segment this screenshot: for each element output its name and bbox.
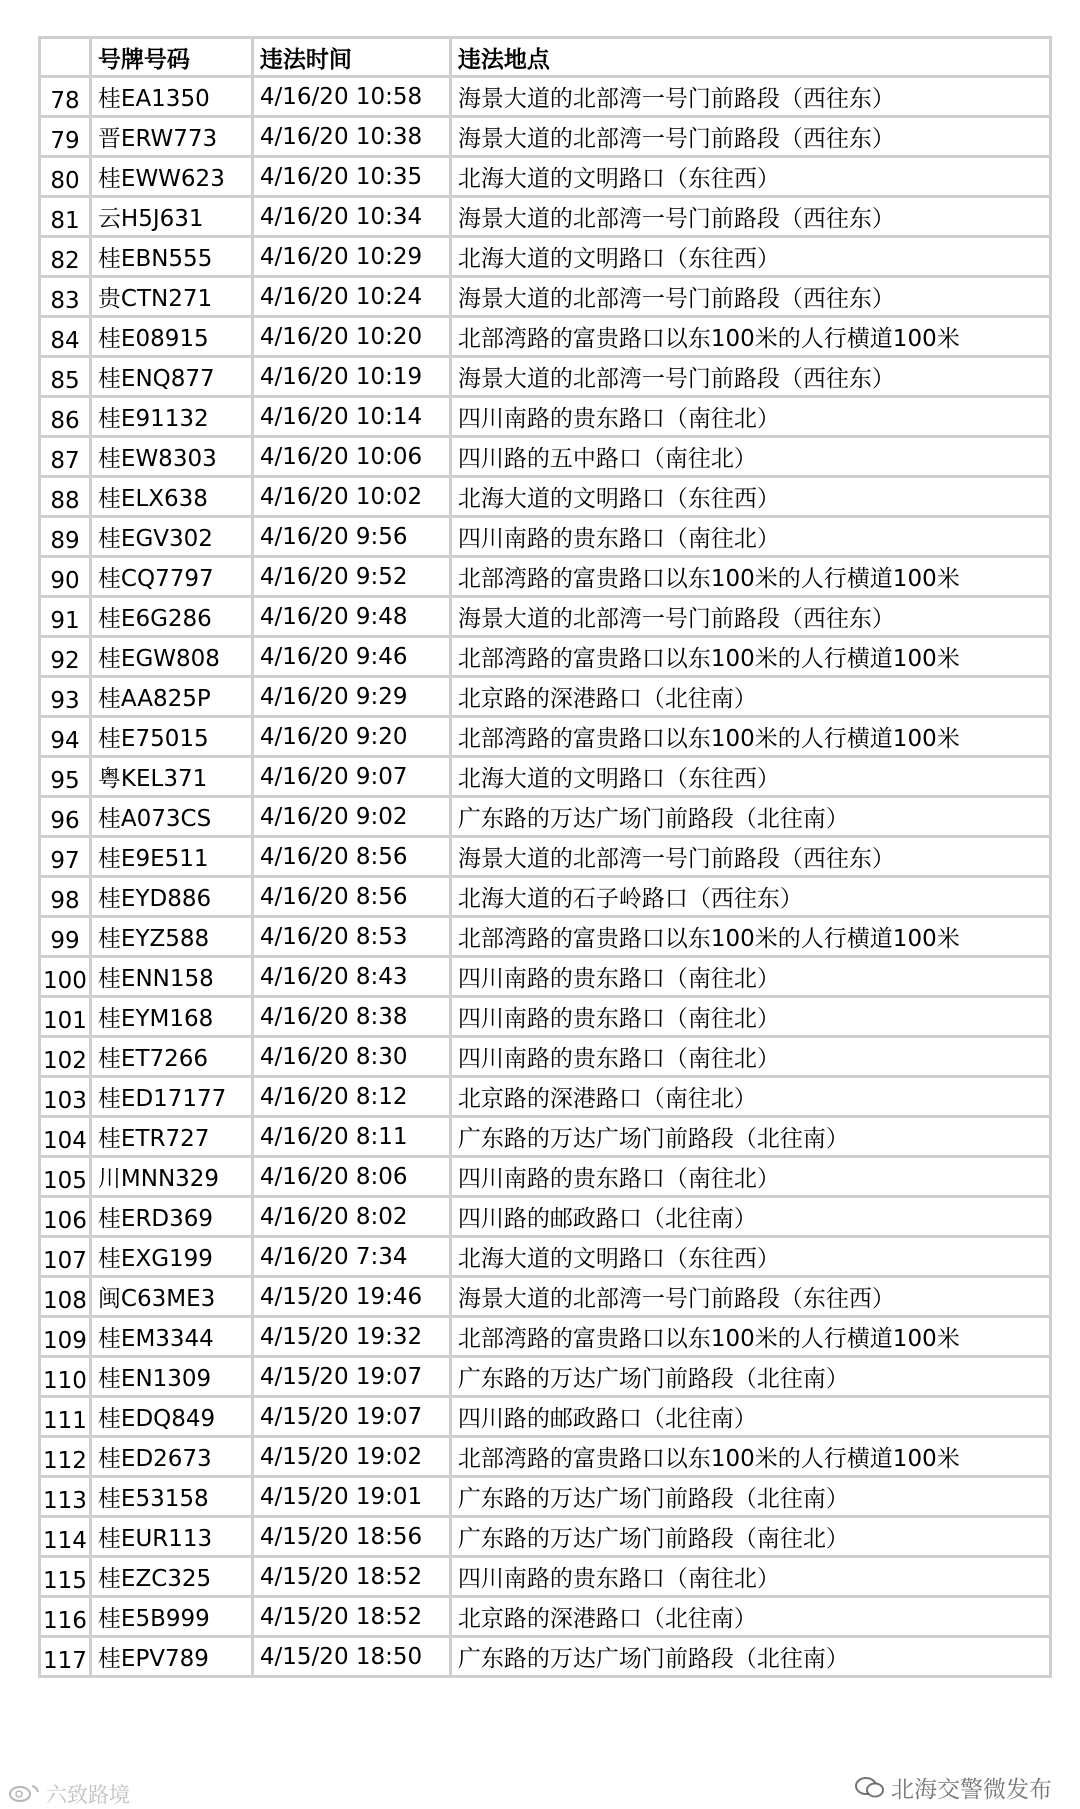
plate-number-cell: 桂CQ7797: [90, 557, 252, 597]
row-index-cell: 110: [40, 1357, 91, 1397]
table-row: [40, 917, 1051, 957]
table-row: [40, 1477, 1051, 1517]
row-index-cell: 115: [40, 1557, 91, 1597]
violation-location-cell: 海景大道的北部湾一号门前路段（西往东）: [450, 117, 1050, 157]
violation-time-cell: 4/16/20 8:53: [252, 917, 450, 957]
plate-number-cell: 桂EGV302: [90, 517, 252, 557]
violation-time-cell: 4/15/20 19:07: [252, 1397, 450, 1437]
violation-location-cell: 北部湾路的富贵路口以东100米的人行横道100米: [450, 557, 1050, 597]
row-index-cell: 107: [40, 1237, 91, 1277]
violation-location-cell: 北海大道的文明路口（东往西）: [450, 477, 1050, 517]
row-index-cell: 109: [40, 1317, 91, 1357]
plate-number-cell: 桂EDQ849: [90, 1397, 252, 1437]
plate-number-cell: 云H5J631: [90, 197, 252, 237]
row-index-cell: 85: [40, 357, 91, 397]
plate-number-cell: 桂ELX638: [90, 477, 252, 517]
weibo-icon: [8, 1782, 42, 1807]
violation-location-cell: 北海大道的石子岭路口（西往东）: [450, 877, 1050, 917]
table-row: [40, 317, 1051, 357]
violation-location-cell: 四川路的五中路口（南往北）: [450, 437, 1050, 477]
row-index-cell: 92: [40, 637, 91, 677]
plate-number-cell: 桂E53158: [90, 1477, 252, 1517]
table-row: [40, 1157, 1051, 1197]
violation-time-cell: 4/16/20 8:56: [252, 877, 450, 917]
plate-number-cell: 晋ERW773: [90, 117, 252, 157]
violation-time-cell: 4/15/20 19:02: [252, 1437, 450, 1477]
plate-number-cell: 桂ERD369: [90, 1197, 252, 1237]
table-body: [40, 77, 1051, 1677]
plate-number-cell: 桂EYZ588: [90, 917, 252, 957]
violation-table-container: [38, 36, 1052, 1678]
row-index-cell: 106: [40, 1197, 91, 1237]
plate-number-cell: 桂EM3344: [90, 1317, 252, 1357]
violation-location-cell: 四川路的邮政路口（北往南）: [450, 1197, 1050, 1237]
plate-number-cell: 桂EWW623: [90, 157, 252, 197]
violation-time-cell: 4/16/20 10:24: [252, 277, 450, 317]
violation-time-cell: 4/16/20 9:48: [252, 597, 450, 637]
row-index-cell: 95: [40, 757, 91, 797]
header-plate-number: 号牌号码: [90, 38, 252, 77]
plate-number-cell: 闽C63ME3: [90, 1277, 252, 1317]
violation-time-cell: 4/16/20 10:14: [252, 397, 450, 437]
violation-location-cell: 四川南路的贵东路口（南往北）: [450, 517, 1050, 557]
row-index-cell: 99: [40, 917, 91, 957]
plate-number-cell: 桂EGW808: [90, 637, 252, 677]
violation-time-cell: 4/16/20 10:35: [252, 157, 450, 197]
row-index-cell: 91: [40, 597, 91, 637]
violation-time-cell: 4/16/20 9:46: [252, 637, 450, 677]
plate-number-cell: 桂ENN158: [90, 957, 252, 997]
plate-number-cell: 桂EYM168: [90, 997, 252, 1037]
row-index-cell: 114: [40, 1517, 91, 1557]
row-index-cell: 78: [40, 77, 91, 117]
watermark-right-text: 北海交警微发布: [891, 1777, 1052, 1803]
violation-location-cell: 北部湾路的富贵路口以东100米的人行横道100米: [450, 917, 1050, 957]
violation-location-cell: 广东路的万达广场门前路段（南往北）: [450, 1517, 1050, 1557]
table-row: [40, 117, 1051, 157]
plate-number-cell: 桂E08915: [90, 317, 252, 357]
violation-time-cell: 4/16/20 8:56: [252, 837, 450, 877]
violation-location-cell: 海景大道的北部湾一号门前路段（西往东）: [450, 357, 1050, 397]
row-index-cell: 84: [40, 317, 91, 357]
row-index-cell: 89: [40, 517, 91, 557]
table-row: [40, 717, 1051, 757]
table-row: [40, 1117, 1051, 1157]
violation-time-cell: 4/15/20 19:46: [252, 1277, 450, 1317]
row-index-cell: 79: [40, 117, 91, 157]
violation-time-cell: 4/15/20 19:01: [252, 1477, 450, 1517]
violation-location-cell: 北部湾路的富贵路口以东100米的人行横道100米: [450, 717, 1050, 757]
plate-number-cell: 桂EW8303: [90, 437, 252, 477]
table-row: [40, 877, 1051, 917]
plate-number-cell: 粤KEL371: [90, 757, 252, 797]
plate-number-cell: 桂EBN555: [90, 237, 252, 277]
table-row: [40, 1237, 1051, 1277]
violation-location-cell: 北海大道的文明路口（东往西）: [450, 157, 1050, 197]
violation-location-cell: 广东路的万达广场门前路段（北往南）: [450, 1357, 1050, 1397]
violation-time-cell: 4/16/20 9:29: [252, 677, 450, 717]
violation-location-cell: 四川南路的贵东路口（南往北）: [450, 1037, 1050, 1077]
violation-time-cell: 4/16/20 8:30: [252, 1037, 450, 1077]
violation-location-cell: 广东路的万达广场门前路段（北往南）: [450, 1477, 1050, 1517]
table-row: [40, 1517, 1051, 1557]
violation-time-cell: 4/16/20 10:02: [252, 477, 450, 517]
table-row: [40, 1557, 1051, 1597]
row-index-cell: 103: [40, 1077, 91, 1117]
violation-location-cell: 海景大道的北部湾一号门前路段（西往东）: [450, 597, 1050, 637]
table-row: [40, 677, 1051, 717]
violation-location-cell: 北京路的深港路口（北往南）: [450, 677, 1050, 717]
violation-time-cell: 4/16/20 10:06: [252, 437, 450, 477]
table-row: [40, 1437, 1051, 1477]
table-row: [40, 837, 1051, 877]
violation-location-cell: 广东路的万达广场门前路段（北往南）: [450, 1117, 1050, 1157]
plate-number-cell: 桂EN1309: [90, 1357, 252, 1397]
plate-number-cell: 桂ENQ877: [90, 357, 252, 397]
row-index-cell: 116: [40, 1597, 91, 1637]
row-index-cell: 102: [40, 1037, 91, 1077]
row-index-cell: 117: [40, 1637, 91, 1677]
row-index-cell: 97: [40, 837, 91, 877]
violation-location-cell: 四川路的邮政路口（北往南）: [450, 1397, 1050, 1437]
header-violation-time: 违法时间: [252, 38, 450, 77]
violation-time-cell: 4/15/20 18:52: [252, 1597, 450, 1637]
table-row: [40, 1317, 1051, 1357]
violation-location-cell: 广东路的万达广场门前路段（北往南）: [450, 797, 1050, 837]
plate-number-cell: 桂ED2673: [90, 1437, 252, 1477]
row-index-cell: 112: [40, 1437, 91, 1477]
violation-location-cell: 北部湾路的富贵路口以东100米的人行横道100米: [450, 637, 1050, 677]
plate-number-cell: 桂EZC325: [90, 1557, 252, 1597]
plate-number-cell: 桂E6G286: [90, 597, 252, 637]
table-row: [40, 957, 1051, 997]
violation-location-cell: 北海大道的文明路口（东往西）: [450, 237, 1050, 277]
violation-location-cell: 北京路的深港路口（南往北）: [450, 1077, 1050, 1117]
violation-location-cell: 海景大道的北部湾一号门前路段（西往东）: [450, 77, 1050, 117]
violation-location-cell: 北海大道的文明路口（东往西）: [450, 1237, 1050, 1277]
table-row: [40, 437, 1051, 477]
plate-number-cell: 川MNN329: [90, 1157, 252, 1197]
plate-number-cell: 桂EYD886: [90, 877, 252, 917]
row-index-cell: 81: [40, 197, 91, 237]
plate-number-cell: 桂EA1350: [90, 77, 252, 117]
row-index-cell: 80: [40, 157, 91, 197]
table-row: [40, 357, 1051, 397]
table-row: [40, 557, 1051, 597]
violation-time-cell: 4/16/20 10:58: [252, 77, 450, 117]
row-index-cell: 96: [40, 797, 91, 837]
watermark-left-text: 六致路境: [46, 1783, 130, 1807]
table-row: [40, 1077, 1051, 1117]
violation-location-cell: 四川南路的贵东路口（南往北）: [450, 1157, 1050, 1197]
table-row: [40, 997, 1051, 1037]
violation-time-cell: 4/15/20 18:50: [252, 1637, 450, 1677]
table-row: [40, 1397, 1051, 1437]
violation-time-cell: 4/16/20 10:20: [252, 317, 450, 357]
row-index-cell: 111: [40, 1397, 91, 1437]
violation-time-cell: 4/16/20 8:11: [252, 1117, 450, 1157]
plate-number-cell: 桂EXG199: [90, 1237, 252, 1277]
violation-location-cell: 北部湾路的富贵路口以东100米的人行横道100米: [450, 1437, 1050, 1477]
violation-time-cell: 4/16/20 9:02: [252, 797, 450, 837]
header-violation-location: 违法地点: [450, 38, 1050, 77]
violation-time-cell: 4/16/20 8:02: [252, 1197, 450, 1237]
table-row: [40, 277, 1051, 317]
violation-location-cell: 四川南路的贵东路口（南往北）: [450, 397, 1050, 437]
violation-time-cell: 4/16/20 8:12: [252, 1077, 450, 1117]
plate-number-cell: 贵CTN271: [90, 277, 252, 317]
watermark-left: [8, 1779, 130, 1809]
plate-number-cell: 桂E91132: [90, 397, 252, 437]
violation-time-cell: 4/16/20 8:06: [252, 1157, 450, 1197]
table-row: [40, 237, 1051, 277]
table-row: [40, 477, 1051, 517]
table-row: [40, 597, 1051, 637]
violation-location-cell: 四川南路的贵东路口（南往北）: [450, 957, 1050, 997]
violation-time-cell: 4/16/20 10:34: [252, 197, 450, 237]
table-row: [40, 1197, 1051, 1237]
row-index-cell: 88: [40, 477, 91, 517]
violation-location-cell: 北部湾路的富贵路口以东100米的人行横道100米: [450, 317, 1050, 357]
plate-number-cell: 桂AA825P: [90, 677, 252, 717]
violation-time-cell: 4/15/20 19:32: [252, 1317, 450, 1357]
row-index-cell: 100: [40, 957, 91, 997]
violation-location-cell: 广东路的万达广场门前路段（北往南）: [450, 1637, 1050, 1677]
table-row: [40, 757, 1051, 797]
violation-time-cell: 4/16/20 7:34: [252, 1237, 450, 1277]
plate-number-cell: 桂ED17177: [90, 1077, 252, 1117]
violation-time-cell: 4/16/20 8:43: [252, 957, 450, 997]
table-header-row: [40, 38, 1051, 77]
violation-location-cell: 海景大道的北部湾一号门前路段（东往西）: [450, 1277, 1050, 1317]
plate-number-cell: 桂EUR113: [90, 1517, 252, 1557]
plate-number-cell: 桂EPV789: [90, 1637, 252, 1677]
violation-time-cell: 4/16/20 10:29: [252, 237, 450, 277]
row-index-cell: 93: [40, 677, 91, 717]
table-row: [40, 77, 1051, 117]
row-index-cell: 86: [40, 397, 91, 437]
wechat-icon: [855, 1777, 885, 1799]
row-index-cell: 98: [40, 877, 91, 917]
table-row: [40, 397, 1051, 437]
row-index-cell: 94: [40, 717, 91, 757]
plate-number-cell: 桂E9E511: [90, 837, 252, 877]
violation-time-cell: 4/16/20 10:38: [252, 117, 450, 157]
violation-table: [38, 36, 1052, 1678]
violation-time-cell: 4/16/20 9:52: [252, 557, 450, 597]
row-index-cell: 82: [40, 237, 91, 277]
plate-number-cell: 桂ET7266: [90, 1037, 252, 1077]
plate-number-cell: 桂E75015: [90, 717, 252, 757]
row-index-cell: 105: [40, 1157, 91, 1197]
table-row: [40, 1597, 1051, 1637]
violation-time-cell: 4/16/20 10:19: [252, 357, 450, 397]
row-index-cell: 101: [40, 997, 91, 1037]
violation-time-cell: 4/16/20 9:56: [252, 517, 450, 557]
row-index-cell: 113: [40, 1477, 91, 1517]
violation-time-cell: 4/16/20 8:38: [252, 997, 450, 1037]
table-row: [40, 517, 1051, 557]
plate-number-cell: 桂A073CS: [90, 797, 252, 837]
table-row: [40, 1637, 1051, 1677]
violation-location-cell: 北部湾路的富贵路口以东100米的人行横道100米: [450, 1317, 1050, 1357]
violation-location-cell: 海景大道的北部湾一号门前路段（西往东）: [450, 837, 1050, 877]
violation-location-cell: 四川南路的贵东路口（南往北）: [450, 1557, 1050, 1597]
table-row: [40, 1357, 1051, 1397]
table-row: [40, 797, 1051, 837]
violation-location-cell: 四川南路的贵东路口（南往北）: [450, 997, 1050, 1037]
violation-time-cell: 4/16/20 9:07: [252, 757, 450, 797]
violation-time-cell: 4/15/20 18:56: [252, 1517, 450, 1557]
plate-number-cell: 桂E5B999: [90, 1597, 252, 1637]
violation-time-cell: 4/15/20 19:07: [252, 1357, 450, 1397]
table-row: [40, 157, 1051, 197]
violation-time-cell: 4/15/20 18:52: [252, 1557, 450, 1597]
row-index-cell: 104: [40, 1117, 91, 1157]
violation-location-cell: 海景大道的北部湾一号门前路段（西往东）: [450, 197, 1050, 237]
table-row: [40, 197, 1051, 237]
violation-location-cell: 北海大道的文明路口（东往西）: [450, 757, 1050, 797]
plate-number-cell: 桂ETR727: [90, 1117, 252, 1157]
table-row: [40, 1277, 1051, 1317]
violation-location-cell: 海景大道的北部湾一号门前路段（西往东）: [450, 277, 1050, 317]
watermark-right: [855, 1771, 1052, 1804]
table-row: [40, 1037, 1051, 1077]
row-index-cell: 90: [40, 557, 91, 597]
row-index-cell: 87: [40, 437, 91, 477]
table-row: [40, 637, 1051, 677]
violation-location-cell: 北京路的深港路口（北往南）: [450, 1597, 1050, 1637]
header-index: [40, 38, 91, 77]
violation-time-cell: 4/16/20 9:20: [252, 717, 450, 757]
row-index-cell: 108: [40, 1277, 91, 1317]
row-index-cell: 83: [40, 277, 91, 317]
